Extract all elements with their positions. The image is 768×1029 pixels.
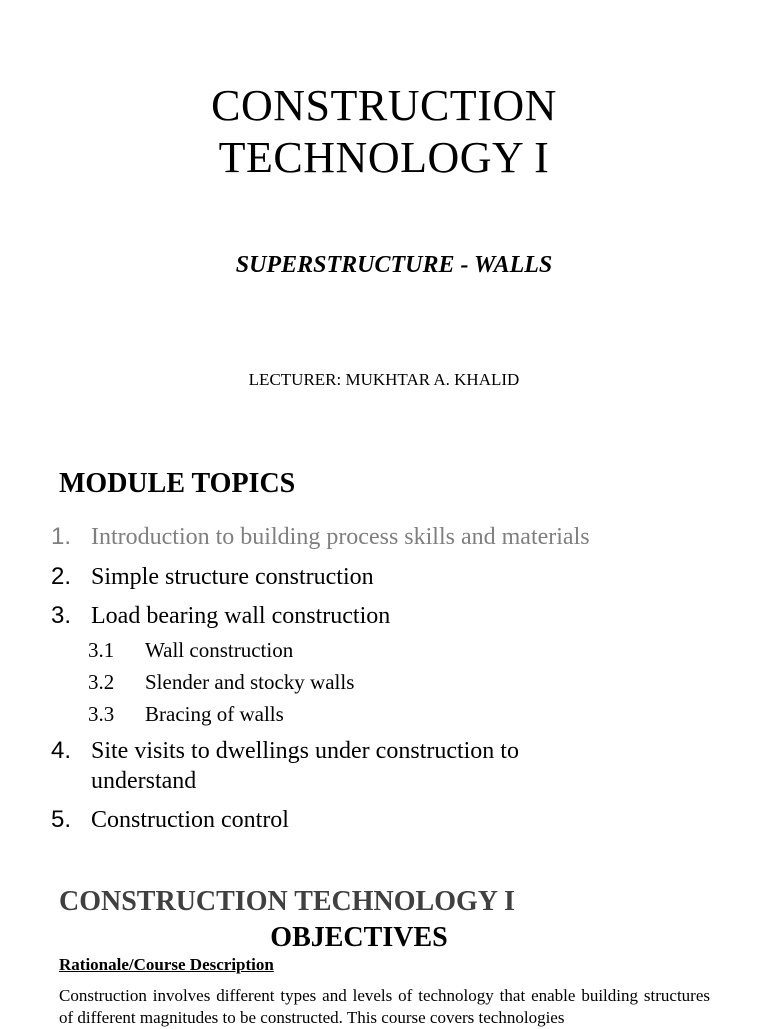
topic-number: 4. (51, 737, 72, 764)
subtopic-number: 3.2 (88, 670, 115, 694)
topic-number: 1. (51, 523, 72, 550)
topic-text-continued: understand (91, 768, 197, 794)
module-topics-heading: MODULE TOPICS (59, 468, 296, 499)
title-line-2: TECHNOLOGY I (218, 133, 550, 182)
objectives-heading-line-2: OBJECTIVES (270, 922, 448, 953)
topic-text: Simple structure construction (91, 564, 374, 590)
document-subtitle: SUPERSTRUCTURE - WALLS (235, 252, 553, 278)
topic-number: 2. (51, 563, 72, 590)
topic-number: 3. (51, 602, 72, 629)
subtopic-text: Slender and stocky walls (145, 670, 355, 694)
subtopic-number: 3.1 (88, 638, 115, 662)
title-line-1: CONSTRUCTION (211, 81, 557, 130)
lecturer-line: LECTURER: MUKHTAR A. KHALID (248, 370, 520, 389)
topic-text: Construction control (91, 807, 289, 833)
objectives-heading (59, 884, 659, 956)
subtopic-text: Wall construction (145, 638, 294, 662)
subtopic-text: Bracing of walls (145, 702, 284, 726)
topic-text: Introduction to building process skills and materials (91, 524, 590, 550)
subtopic-number: 3.3 (88, 702, 115, 726)
topic-number: 5. (51, 806, 72, 833)
objectives-heading-line-1: CONSTRUCTION TECHNOLOGY I (59, 886, 515, 917)
course-description-text: Construction involves different types and levels of technology that enable building structures of different magnitudes to be constructed. This course covers technologies (59, 986, 710, 1027)
topic-text: Load bearing wall construction (91, 603, 391, 629)
document-title (0, 80, 768, 184)
rationale-label: Rationale/Course Description (59, 955, 274, 974)
topic-text: Site visits to dwellings under construction to (91, 738, 519, 764)
